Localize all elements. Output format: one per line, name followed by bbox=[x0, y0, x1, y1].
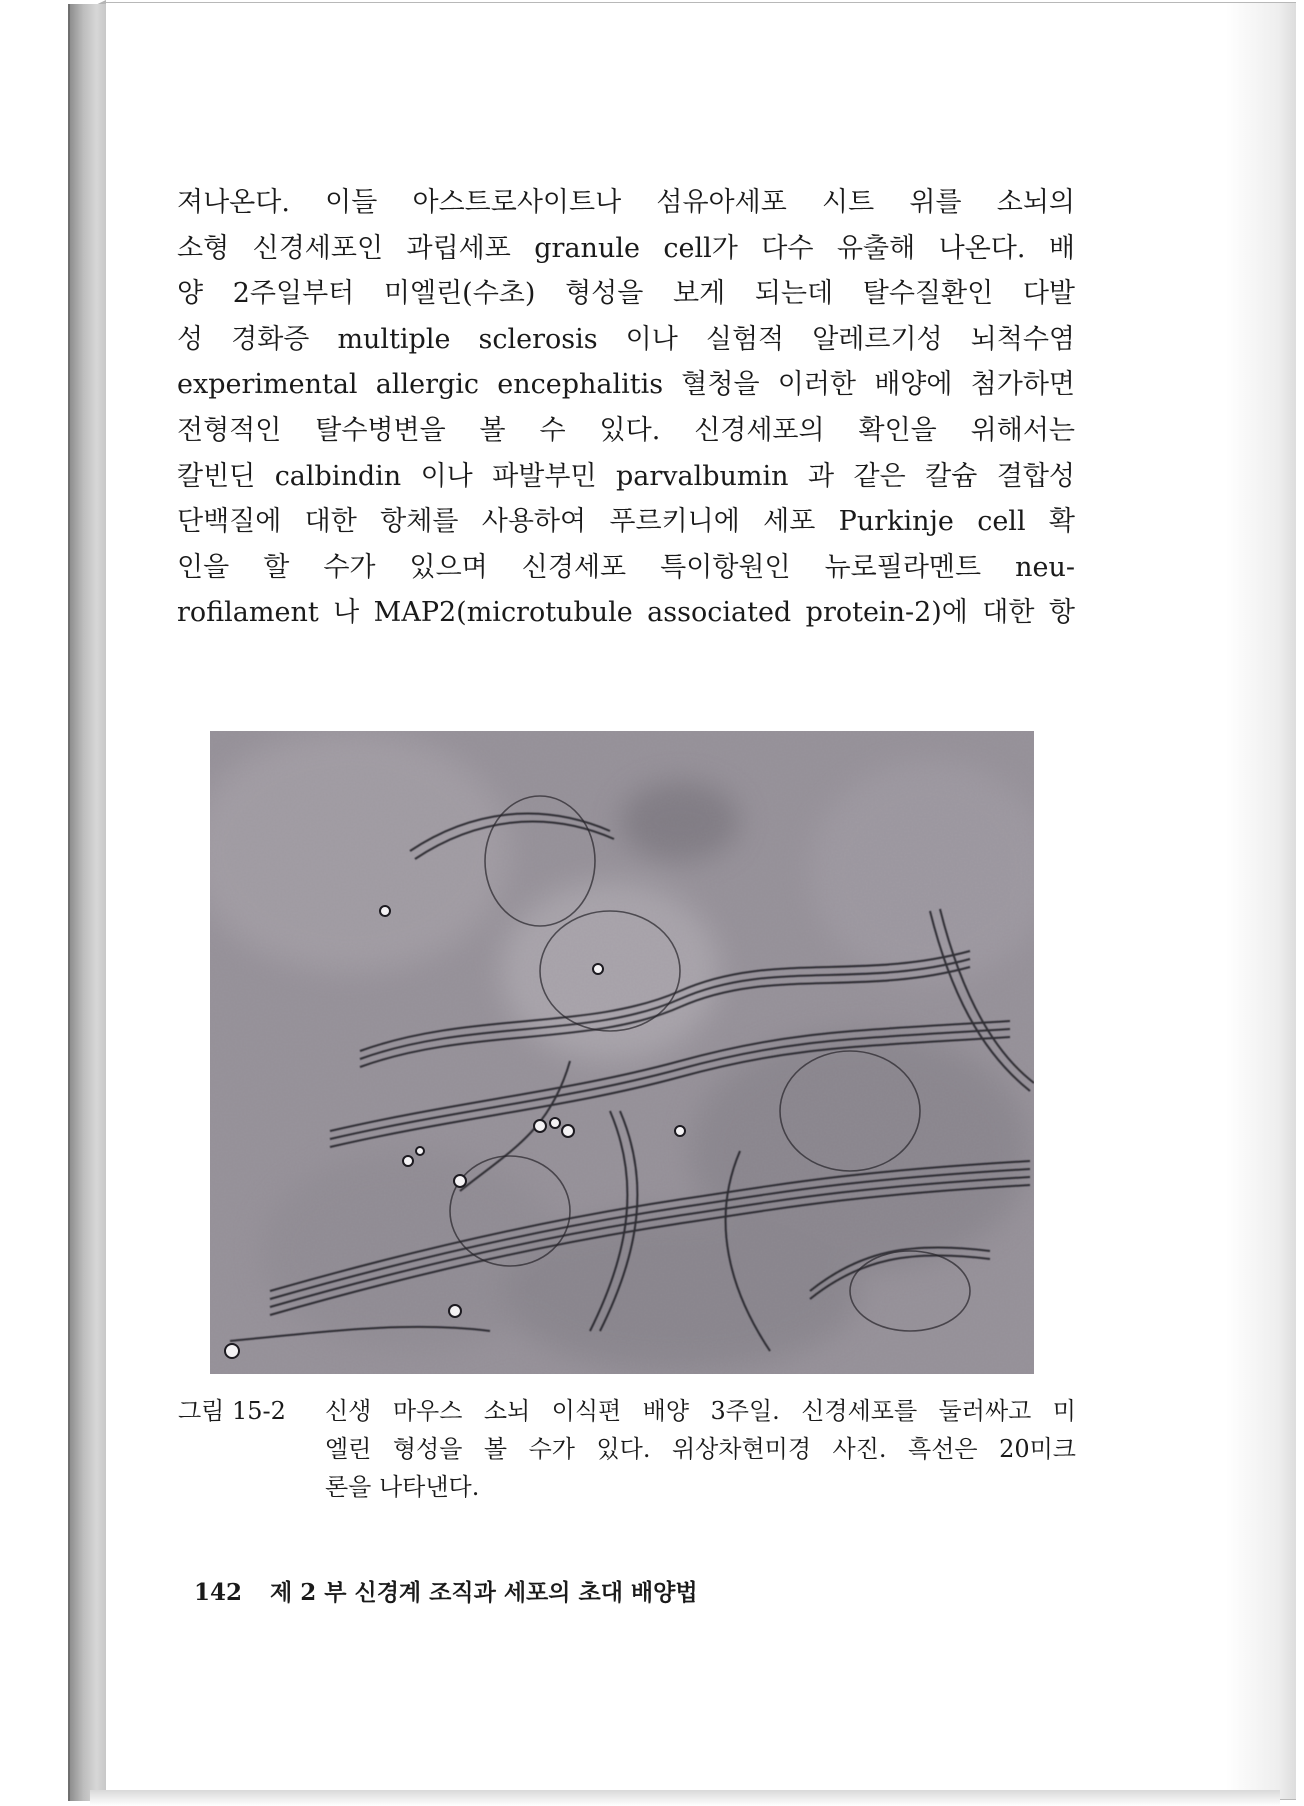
page-number: 142 bbox=[194, 1579, 243, 1606]
body-line: 인을 할 수가 있으며 신경세포 특이항원인 뉴로필라멘트 neu- bbox=[177, 551, 1075, 583]
figure-label: 그림 15-2 bbox=[178, 1397, 286, 1425]
body-line: 단백질에 대한 항체를 사용하여 푸르키니에 세포 Purkinje cell 확 bbox=[177, 506, 1075, 538]
caption-text bbox=[325, 1392, 1076, 1506]
caption-line: 엘린 형성을 볼 수가 있다. 위상차현미경 사진. 흑선은 20미크 bbox=[325, 1435, 1076, 1463]
body-line: 성 경화증 multiple sclerosis 이나 실험적 알레르기성 뇌척수염 bbox=[177, 323, 1075, 355]
body-line: experimental allergic encephalitis 혈청을 이러한 배양에 첨가하면 bbox=[177, 369, 1075, 401]
caption-line: 신생 마우스 소뇌 이식편 배양 3주일. 신경세포를 둘러싸고 미 bbox=[325, 1397, 1076, 1425]
body-line: 양 2주일부터 미엘린(수초) 형성을 보게 되는데 탈수질환인 다발 bbox=[177, 278, 1075, 310]
caption-line: 론을 나타낸다. bbox=[325, 1473, 480, 1501]
body-line: 소형 신경세포인 과립세포 granule cell가 다수 유출해 나온다. 배 bbox=[177, 232, 1075, 264]
body-line: 전형적인 탈수병변을 볼 수 있다. 신경세포의 확인을 위해서는 bbox=[177, 414, 1075, 446]
micrograph-figure bbox=[210, 731, 1034, 1374]
body-line: 칼빈딘 calbindin 이나 파발부민 parvalbumin 과 같은 칼슘 결합성 bbox=[177, 460, 1075, 492]
page-bottom-shadow bbox=[90, 1790, 1280, 1806]
page-footer bbox=[194, 1574, 894, 1607]
body-line: 져나온다. 이들 아스트로사이트나 섬유아세포 시트 위를 소뇌의 bbox=[177, 187, 1075, 218]
micrograph-image bbox=[210, 731, 1034, 1374]
book-spine bbox=[68, 4, 108, 1801]
running-head: 제 2 부 신경계 조직과 세포의 초대 배양법 bbox=[270, 1579, 698, 1606]
body-paragraph bbox=[177, 180, 1075, 636]
body-line: rofilament 나 MAP2(microtubule associated protein-2)에 대한 항 bbox=[177, 597, 1075, 629]
page-edge-shading bbox=[1226, 3, 1296, 1799]
